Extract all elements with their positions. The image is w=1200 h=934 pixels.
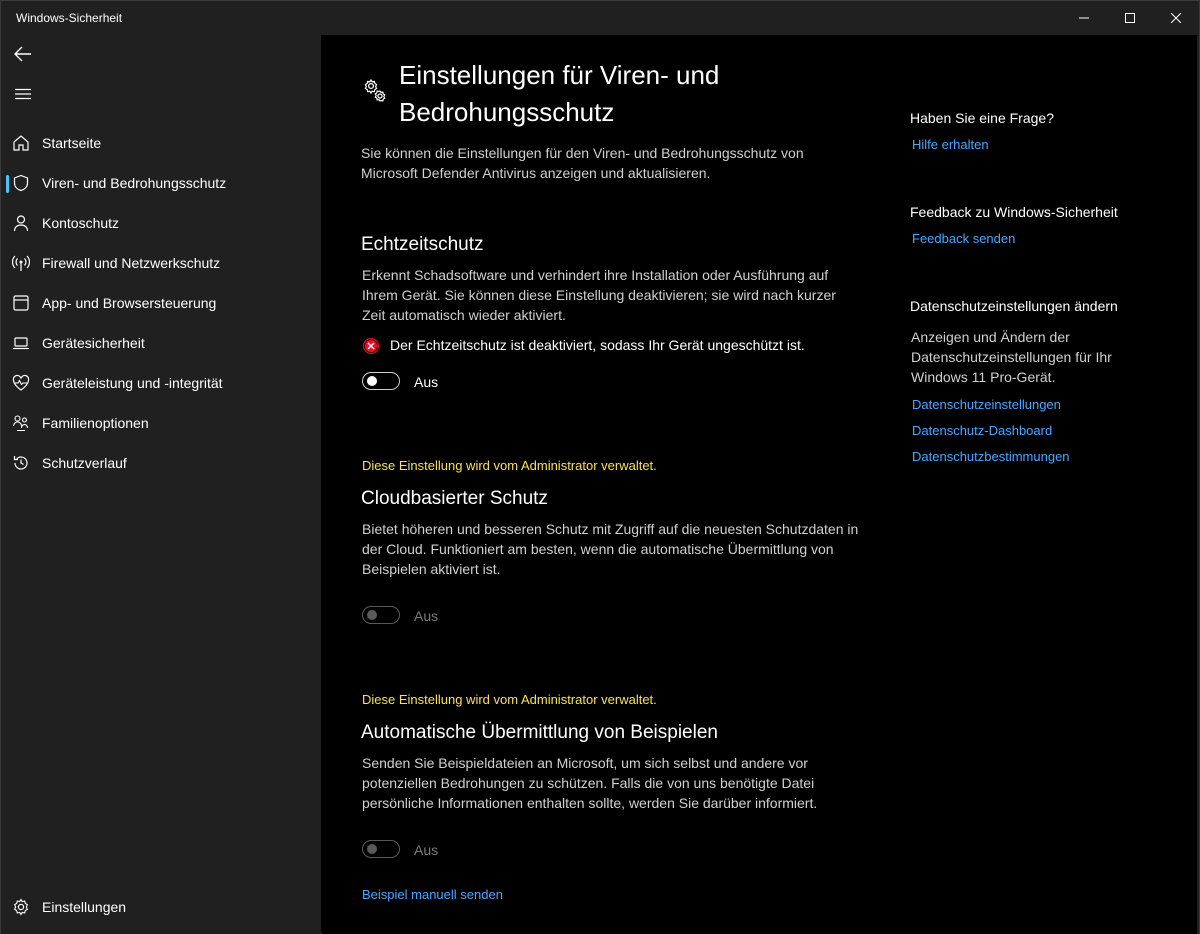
cloud-toggle[interactable]: [362, 606, 400, 624]
laptop-icon: [12, 334, 30, 352]
sidebar-item-virenschutz[interactable]: [1, 165, 321, 201]
samples-title: Automatische Übermittlung von Beispielen: [361, 722, 718, 743]
app-window-icon: [12, 294, 30, 312]
antenna-icon: [12, 254, 30, 272]
sidebar: [1, 35, 321, 934]
privacy-statement-link[interactable]: Datenschutzbestimmungen: [912, 449, 1070, 464]
samples-admin-note: Diese Einstellung wird vom Administrator verwaltet.: [362, 692, 657, 707]
privacy-text: Anzeigen und Ändern der Datenschutzeinstellungen für Ihr Windows 11 Pro-Gerät.: [911, 329, 1112, 385]
privacy-heading: Datenschutzeinstellungen ändern: [910, 298, 1118, 314]
family-icon: [12, 414, 30, 432]
samples-toggle[interactable]: [362, 840, 400, 858]
realtime-warning: Der Echtzeitschutz ist deaktiviert, sodass Ihr Gerät ungeschützt ist.: [390, 337, 805, 353]
sidebar-item-app-browser[interactable]: [1, 285, 321, 321]
question-heading: Haben Sie eine Frage?: [910, 110, 1054, 126]
main-content: [322, 35, 1199, 934]
realtime-toggle-label: Aus: [414, 374, 439, 390]
privacy-dashboard-link[interactable]: Datenschutz-Dashboard: [912, 423, 1053, 438]
sidebar-item-geraeteleistung[interactable]: [1, 365, 321, 401]
sidebar-item-kontoschutz[interactable]: [1, 205, 321, 241]
sidebar-item-label: Viren- und Bedrohungsschutz: [42, 175, 227, 191]
settings-gears-icon: [362, 77, 390, 105]
cloud-toggle-label: Aus: [414, 608, 439, 624]
toggle-knob: [367, 376, 377, 386]
menu-button[interactable]: [9, 80, 37, 108]
samples-toggle-label: Aus: [414, 842, 439, 858]
sidebar-item-label: Schutzverlauf: [42, 455, 127, 471]
shield-icon: [12, 174, 30, 192]
person-icon: [12, 214, 30, 232]
gear-icon: [12, 898, 30, 916]
cloud-description: Bietet höheren und besseren Schutz mit Zugriff auf die neuesten Schutzdaten in der Cloud. Funktioniert am besten, wenn die automatische Übermittlung von Beispielen aktiviert ist.: [362, 521, 859, 577]
sidebar-item-startseite[interactable]: [1, 125, 321, 161]
samples-description: Senden Sie Beispieldateien an Microsoft, um sich selbst und andere vor potenziellen Bedrohungen zu schützen. Falls die von uns benötigte Datei persönliche Informationen enthalten sollte, werden Sie darüber informiert.: [362, 755, 818, 811]
manual-submit-link[interactable]: Beispiel manuell senden: [362, 887, 503, 902]
realtime-toggle[interactable]: [362, 372, 400, 390]
maximize-icon: [1125, 13, 1135, 23]
page-title: Einstellungen für Viren- und Bedrohungsschutz: [399, 60, 720, 127]
sidebar-item-einstellungen[interactable]: [1, 889, 321, 925]
scrollbar[interactable]: [1197, 35, 1199, 934]
cloud-admin-note: Diese Einstellung wird vom Administrator verwaltet.: [362, 458, 657, 473]
sidebar-item-label: Gerätesicherheit: [42, 335, 145, 351]
close-button[interactable]: [1153, 1, 1199, 35]
help-link[interactable]: Hilfe erhalten: [912, 137, 989, 152]
heart-pulse-icon: [12, 374, 30, 392]
sidebar-item-label: Firewall und Netzwerkschutz: [42, 255, 221, 271]
minimize-icon: [1079, 13, 1089, 23]
cloud-title: Cloudbasierter Schutz: [361, 488, 548, 509]
title-bar: [1, 1, 1199, 35]
hamburger-icon: [15, 88, 31, 100]
back-button[interactable]: [9, 40, 37, 68]
selection-indicator: [6, 175, 9, 193]
toggle-knob: [367, 844, 377, 854]
sidebar-item-label: App- und Browsersteuerung: [42, 295, 217, 311]
sidebar-item-label: Startseite: [42, 135, 102, 151]
sidebar-item-label: Einstellungen: [42, 899, 127, 915]
minimize-button[interactable]: [1061, 1, 1107, 35]
error-icon: [362, 337, 380, 355]
feedback-heading: Feedback zu Windows-Sicherheit: [910, 204, 1118, 220]
feedback-link[interactable]: Feedback senden: [912, 231, 1016, 246]
home-icon: [12, 134, 30, 152]
realtime-title: Echtzeitschutz: [361, 234, 484, 255]
realtime-description: Erkennt Schadsoftware und verhindert ihre Installation oder Ausführung auf Ihrem Gerät. Sie können diese Einstellung deaktivieren; sie wird nach kurzer Zeit automatisch wieder aktiviert.: [362, 267, 836, 323]
maximize-button[interactable]: [1107, 1, 1153, 35]
sidebar-item-label: Kontoschutz: [42, 215, 120, 231]
back-arrow-icon: [14, 46, 32, 62]
toggle-knob: [367, 610, 377, 620]
sidebar-item-firewall[interactable]: [1, 245, 321, 281]
sidebar-item-label: Geräteleistung und -integrität: [42, 375, 223, 391]
page-description: Sie können die Einstellungen für den Viren- und Bedrohungsschutz von Microsoft Defender Antivirus anzeigen und aktualisieren.: [361, 145, 804, 181]
close-icon: [1171, 13, 1181, 23]
sidebar-item-label: Familienoptionen: [42, 415, 149, 431]
sidebar-item-familienoptionen[interactable]: [1, 405, 321, 441]
sidebar-item-schutzverlauf[interactable]: [1, 445, 321, 481]
history-icon: [12, 454, 30, 472]
sidebar-item-geraetesicherheit[interactable]: [1, 325, 321, 361]
window-title: Windows-Sicherheit: [16, 11, 123, 25]
privacy-settings-link[interactable]: Datenschutzeinstellungen: [912, 397, 1061, 412]
